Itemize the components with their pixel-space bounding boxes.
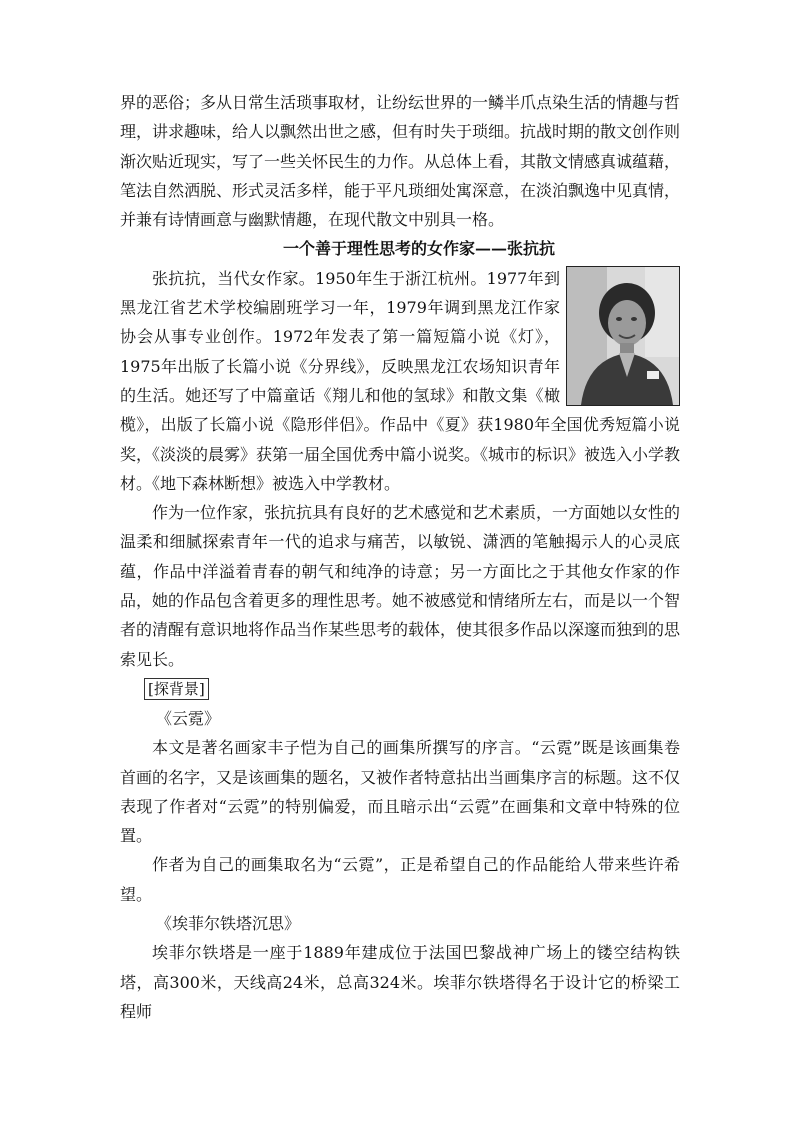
author-photo <box>566 266 680 406</box>
subhead-yunni: 《云霓》 <box>156 708 221 728</box>
bio-paragraph-2: 作为一位作家，张抗抗具有良好的艺术感觉和艺术素质，一方面她以女性的温柔和细腻探索青年一代的追求与痛苦，以敏锐、潇洒的笔触揭示人的心灵底蕴，作品中洋溢着青春的朝气和纯净的诗意；另一方面比之于其他女作家的作品，她的作品包含着更多的理性思考。她不被感觉和情绪所左右，而是以一个智者的清醒有意识地将作品当作某些思考的载体，使其很多作品以深邃而独到的思索见长。 <box>120 503 681 669</box>
eiffel-paragraph: 埃菲尔铁塔是一座于1889年建成位于法国巴黎战神广场上的镂空结构铁塔，高300米，天线高24米，总高324米。埃菲尔铁塔得名于设计它的桥梁工程师 <box>120 943 680 1021</box>
author-portrait-image <box>567 267 679 405</box>
bio-paragraph-1: 张抗抗，当代女作家。1950年生于浙江杭州。1977年到黑龙江省艺术学校编剧班学习一年，1979年调到黑龙江作家协会从事专业创作。1972年发表了第一篇短篇小说《灯》，1975年出版了长篇小说《分界线》，反映黑龙江农场知识青年的生活。她还写了中篇童话《翔儿和他的氢球》和散文集《橄榄》，出版了长篇小说《隐形伴侣》。作品中《夏》获1980年全国优秀短篇小说奖，《淡淡的晨雾》获第一届全国优秀中篇小说奖。《城市的标识》被选入小学教材。《地下森林断想》被选入中学教材。 <box>120 268 681 493</box>
intro-paragraph: 界的恶俗；多从日常生活琐事取材，让纷纭世界的一鳞半爪点染生活的情趣与哲理，讲求趣味，给人以飘然出世之感，但有时失于琐细。抗战时期的散文创作则渐次贴近现实，写了一些关怀民生的力作。从总体上看，其散文情感真诚蕴藉，笔法自然洒脱、形式灵活多样，能于平凡琐细处寓深意，在淡泊飘逸中见真情，并兼有诗情画意与幽默情趣，在现代散文中别具一格。 <box>120 93 681 230</box>
background-label: [探背景] <box>144 678 209 700</box>
section-title: 一个善于理性思考的女作家——张抗抗 <box>282 239 555 259</box>
yunni-paragraph-1: 本文是著名画家丰子恺为自己的画集所撰写的序言。“云霓”既是该画集卷首画的名字，又是该画集的题名，又被作者特意拈出当画集序言的标题。这不仅表现了作者对“云霓”的特别偏爱，而且暗示出“云霓”在画集和文章中特殊的位置。 <box>120 738 681 846</box>
subhead-eiffel: 《埃菲尔铁塔沉思》 <box>156 914 301 934</box>
document-body <box>120 88 680 1026</box>
yunni-paragraph-2: 作者为自己的画集取名为“云霓”，正是希望自己的作品能给人带来些许希望。 <box>120 855 680 904</box>
